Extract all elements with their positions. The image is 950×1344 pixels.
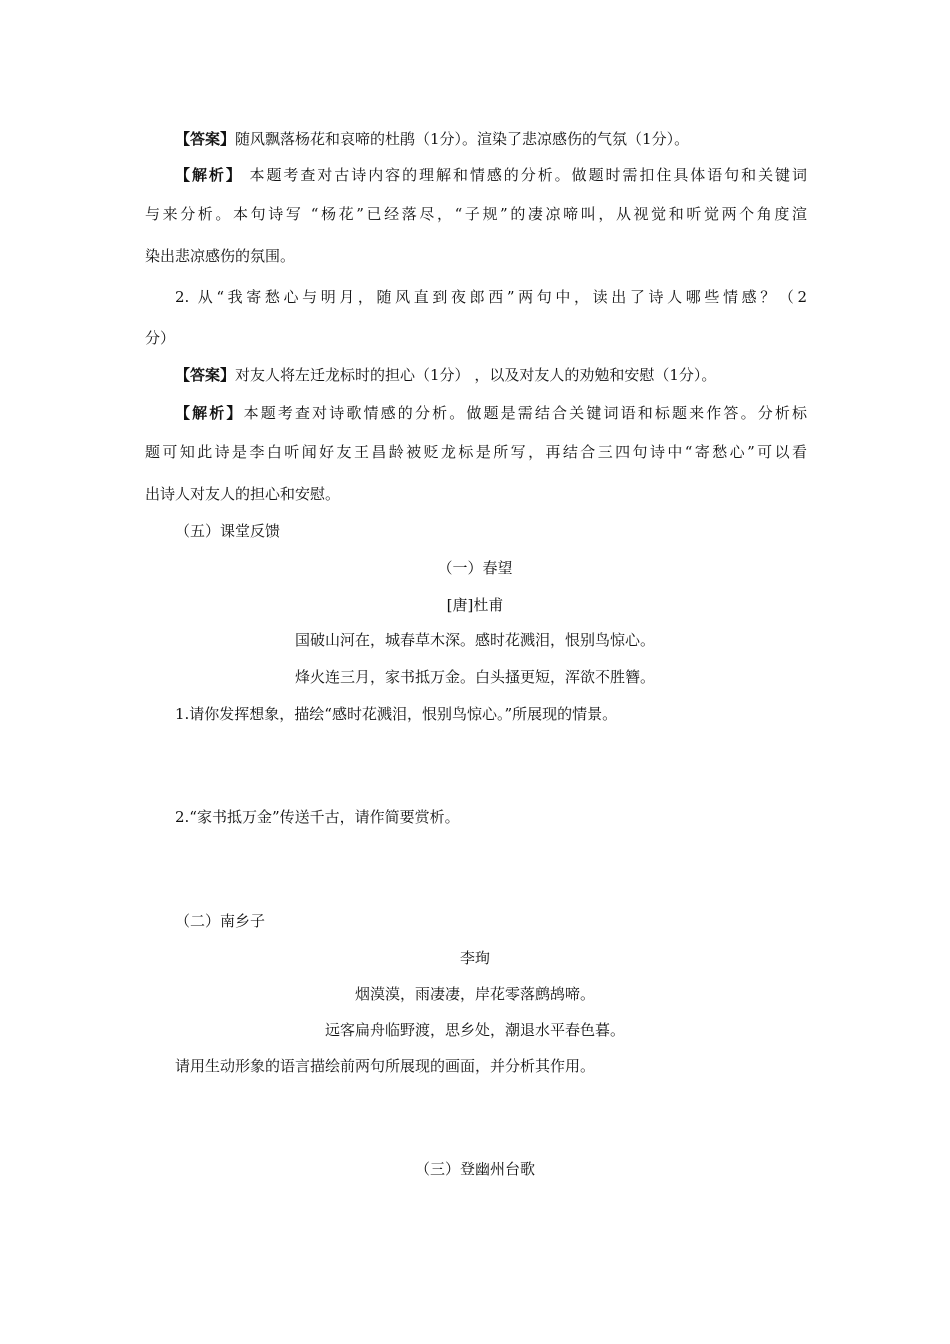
poem-2-question-1: 请用生动形象的语言描绘前两句所展现的画面，并分析其作用。 bbox=[175, 1057, 596, 1075]
analysis-2-line-3: 出诗人对友人的担心和安慰。 bbox=[145, 485, 341, 503]
poem-2-line-1: 烟漠漠，雨凄凄，岸花零落鹧鸪啼。 bbox=[354, 985, 595, 1003]
poem-1-author: [唐]杜甫 bbox=[446, 596, 504, 614]
question-2-line-2: 分） bbox=[145, 329, 176, 347]
answer-1 bbox=[175, 129, 689, 149]
poem-3-title: （三）登幽州台歌 bbox=[414, 1160, 535, 1178]
answer-text: 对友人将左迁龙标时的担心（1分） ，以及对友人的劝勉和安慰（1分）。 bbox=[235, 366, 717, 384]
analysis-tag: 【解析】 bbox=[175, 404, 244, 422]
answer-2 bbox=[175, 365, 716, 385]
analysis-1-line-1 bbox=[175, 165, 807, 185]
poem-1-question-2: 2.“家书抵万金”传送千古，请作简要赏析。 bbox=[175, 808, 460, 826]
analysis-2-line-2: 题可知此诗是李白听闻好友王昌龄被贬龙标是所写，再结合三四句诗中“寄愁心”可以看 bbox=[145, 443, 807, 461]
poem-1-line-2: 烽火连三月，家书抵万金。白头搔更短，浑欲不胜簪。 bbox=[294, 668, 655, 686]
analysis-text: 本题考查对诗歌情感的分析。做题是需结合关键词语和标题来作答。分析标 bbox=[243, 404, 807, 422]
analysis-1-line-3: 染出悲凉感伤的氛围。 bbox=[145, 247, 296, 265]
answer-tag: 【答案】 bbox=[175, 366, 236, 384]
poem-1-line-1: 国破山河在，城春草木深。感时花溅泪，恨别鸟惊心。 bbox=[294, 631, 655, 649]
analysis-text: 本题考查对古诗内容的理解和情感的分析。做题时需扣住具体语句和关键词 bbox=[242, 166, 807, 184]
analysis-tag: 【解析】 bbox=[175, 166, 243, 184]
poem-2-line-2: 远客扁舟临野渡，思乡处，潮退水平春色暮。 bbox=[324, 1021, 625, 1039]
answer-tag: 【答案】 bbox=[175, 130, 236, 148]
poem-1-question-1: 1.请你发挥想象，描绘“感时花溅泪，恨别鸟惊心。”所展现的情景。 bbox=[175, 705, 618, 723]
poem-2-title: （二）南乡子 bbox=[175, 912, 266, 930]
answer-text: 随风飘落杨花和哀啼的杜鹃（1分）。渲染了悲凉感伤的气氛（1分）。 bbox=[235, 130, 690, 148]
analysis-1-line-2: 与来分析。本句诗写 “杨花”已经落尽，“子规”的凄凉啼叫，从视觉和听觉两个角度渲 bbox=[145, 205, 807, 223]
feedback-heading: （五）课堂反馈 bbox=[175, 522, 281, 540]
question-2-line-1: 2. 从“我寄愁心与明月，随风直到夜郎西”两句中，读出了诗人哪些情感？（2 bbox=[175, 288, 807, 306]
analysis-2-line-1 bbox=[175, 403, 807, 423]
poem-1-title: （一）春望 bbox=[437, 559, 513, 577]
poem-2-author: 李珣 bbox=[459, 949, 490, 967]
